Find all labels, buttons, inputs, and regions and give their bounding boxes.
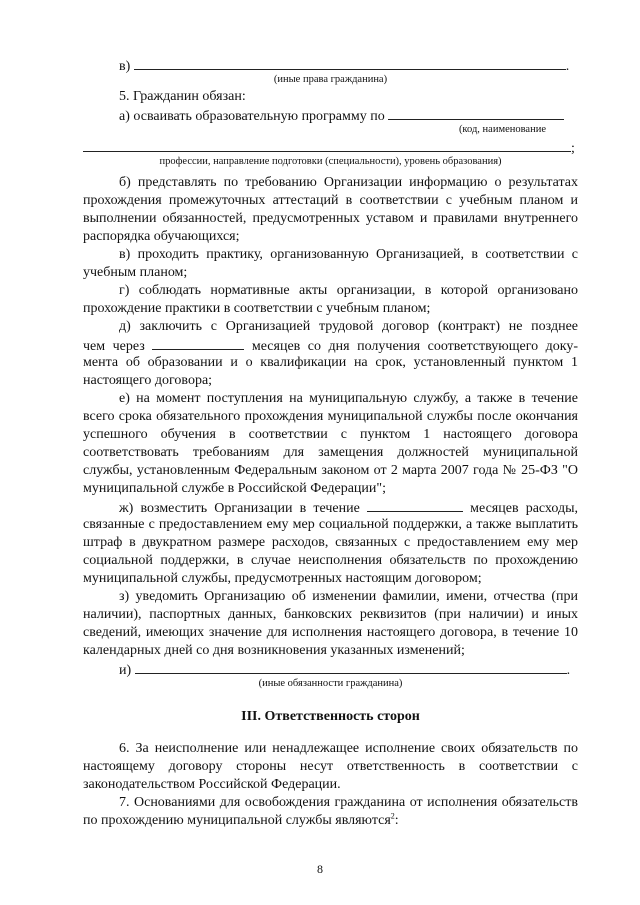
item-a-end: ; <box>571 141 575 156</box>
document-body <box>83 56 578 830</box>
item-zh-line1 <box>83 498 578 516</box>
item-i-blank[interactable] <box>135 660 567 674</box>
item-i-line <box>83 660 578 678</box>
item-a-line2 <box>83 138 578 156</box>
item-zh-text-b: месяцев расходы, <box>470 501 579 516</box>
item-a-caption1: (код, наименование <box>458 124 546 135</box>
p5-title: 5. Гражданин обязан: <box>119 89 246 104</box>
paragraph-6: 6. За неисполнение или ненадлежащее исполнение своих обязательств по настоящему договору стороны несут ответственность в соответствии с законодательством Российской Федерации. <box>83 741 578 792</box>
item-zh-text-a: ж) возместить Организации в течение <box>119 501 360 516</box>
item-a-line <box>83 106 578 124</box>
item-a-blank2[interactable] <box>83 138 571 152</box>
paragraph-7-text: 7. Основаниями для освобождения гражданина от исполнения обязательств по прохождению муниципальной службы являются <box>83 795 578 828</box>
item-d-line1: д) заключить с Организацией трудовой договор (контракт) не позднее <box>119 319 578 334</box>
item-d-line2 <box>83 336 578 354</box>
item-a-text: а) осваивать образовательную программу по <box>119 109 385 124</box>
item-b: б) представлять по требованию Организации информацию о результатах прохождения промежуточных аттестаций в соответствии с учебным планом и выполнении обязанностей, предусмотренных уставом и правилами внутреннего распорядка обучающихся; <box>83 175 578 244</box>
item-d-text-b: месяцев со дня получения соответствующего доку- <box>251 339 579 354</box>
item-v-end: . <box>565 59 570 74</box>
item-d-text-a: чем через <box>83 339 145 354</box>
item-v-caption: (иные права гражданина) <box>273 74 388 85</box>
item-i-caption: (иные обязанности гражданина) <box>258 678 403 689</box>
item-a-caption2: профессии, направление подготовки (специальности), уровень образования) <box>159 156 502 167</box>
paragraph-7-end: : <box>394 813 399 828</box>
item-d-rest: мента об образовании и о квалификации на срок, установленный пунктом 1 настоящего договора; <box>83 355 578 388</box>
item-i-prefix: и) <box>119 663 132 678</box>
footnote-ref[interactable]: 2 <box>390 811 395 821</box>
item-g: г) соблюдать нормативные акты организации, в которой организовано прохождение практики в соответствии с учебным планом; <box>83 283 578 316</box>
item-zh-blank[interactable] <box>367 498 463 512</box>
item-a-blank[interactable] <box>388 106 564 120</box>
section-3-heading: III. Ответственность сторон <box>241 709 420 724</box>
item-v-blank[interactable] <box>134 56 566 70</box>
item-e: е) на момент поступления на муниципальную службу, а также в течение всего срока обязательного прохождения муниципальной службы после окончания успешного обучения в соответствии с пунктом 1 настоящего договора соответствовать требованиям для замещения должностей муниципальной службы, установленным Федеральным законом от 2 марта 2007 года № 25-ФЗ "О муниципальной службе в Российской Федерации"; <box>83 391 578 496</box>
item-i-end: . <box>566 663 571 678</box>
paragraph-7 <box>83 794 578 830</box>
item-d-blank[interactable] <box>152 336 244 350</box>
item-zh-rest: связанные с предоставлением ему мер социальной поддержки, а также выплатить штраф в двукратном размере расходов, связанных с предоставлением ему мер социальной поддержки, в случае неисполнения обязательств по прохождению муниципальной службы, предусмотренных настоящим договором; <box>83 517 578 586</box>
page-number: 8 <box>317 862 323 876</box>
item-v-line <box>83 56 578 74</box>
item-v-prefix: в) <box>119 59 131 74</box>
item-z: з) уведомить Организацию об изменении фамилии, имени, отчества (при наличии), паспортных данных, банковских реквизитов (при наличии) и иных сведений, имеющих значение для исполнения настоящего договора, в течение 10 календарных дней со дня возникновения указанных изменений; <box>83 589 578 658</box>
item-v2: в) проходить практику, организованную Организацией, в соответствии с учебным планом; <box>83 247 578 280</box>
